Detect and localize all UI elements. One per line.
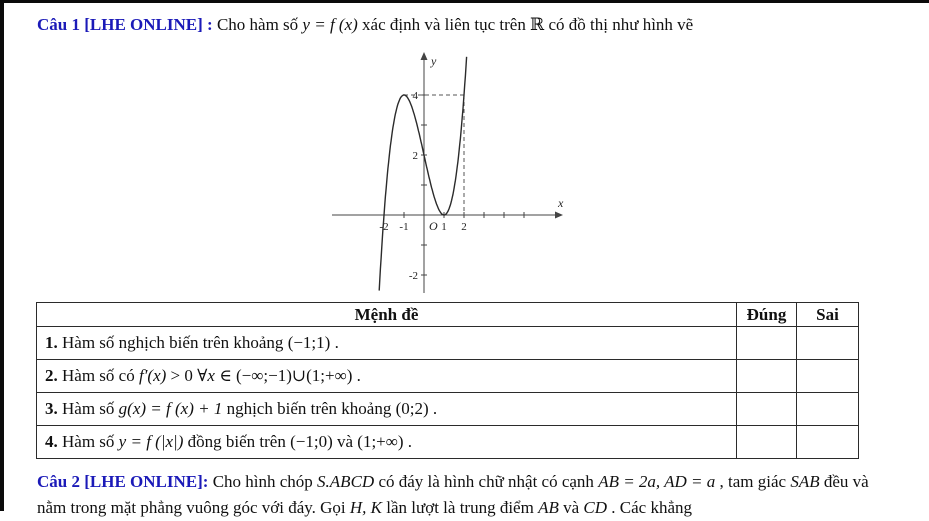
statement-cell	[37, 360, 737, 393]
text-segment: Hàm số	[57, 399, 119, 418]
text-segment: g(x) = f (x) + 1	[118, 399, 223, 418]
statement-cell	[37, 426, 737, 459]
false-answer-cell	[797, 393, 859, 426]
text-segment: , tam giác	[715, 472, 791, 491]
y-tick-label: -2	[408, 270, 418, 282]
text-segment: Hàm số	[57, 432, 119, 451]
text-segment: và	[332, 432, 358, 451]
y-tick-label: 4	[412, 90, 418, 102]
statements-table	[36, 302, 859, 459]
text-segment: CD	[583, 498, 608, 517]
text-segment: Cho hình chóp	[208, 472, 318, 491]
origin-label: O	[429, 219, 438, 233]
true-answer-cell	[737, 360, 797, 393]
statement-row-4	[37, 426, 859, 459]
question-1-text	[0, 0, 929, 36]
y-tick-label: 2	[412, 150, 418, 162]
false-answer-cell	[797, 327, 859, 360]
table-header-row	[37, 303, 859, 327]
x-tick-label: 1	[441, 221, 447, 233]
text-segment: ℝ	[530, 15, 545, 34]
true-answer-cell	[737, 426, 797, 459]
text-segment: S.ABCD	[317, 472, 375, 491]
true-answer-cell	[737, 327, 797, 360]
curve-path	[379, 57, 466, 291]
text-segment: (0;2)	[395, 399, 429, 418]
text-segment: . Các khẳng	[607, 498, 693, 517]
x-axis-label: x	[558, 196, 564, 210]
text-segment: y = f (|x|)	[118, 432, 184, 451]
text-segment: 3.	[45, 399, 58, 418]
function-graph-figure	[330, 52, 570, 294]
text-segment: .	[428, 399, 438, 418]
text-segment: SAB	[790, 472, 820, 491]
text-segment: f′(x)	[138, 366, 167, 385]
text-segment: Câu 2 [LHE ONLINE]:	[37, 472, 209, 491]
function-graph-svg	[330, 52, 570, 294]
y-axis-arrow	[421, 52, 428, 60]
text-segment: 4.	[45, 432, 58, 451]
text-segment: Câu 1 [LHE ONLINE] :	[37, 15, 217, 34]
text-segment: > 0 ∀	[166, 366, 208, 385]
text-segment: AB = 2a, AD = a	[598, 472, 716, 491]
text-segment: nghịch biến trên khoảng	[222, 399, 396, 418]
statement-cell	[37, 327, 737, 360]
text-segment: đều và nằm trong mặt phẳng vuông góc với đáy. Gọi	[37, 472, 869, 517]
text-segment: H, K	[349, 498, 383, 517]
text-segment: Cho hàm số	[216, 15, 303, 34]
text-segment: có đáy là hình chữ nhật có cạnh	[374, 472, 599, 491]
col-header-false: Sai	[797, 303, 859, 327]
col-header-statement: Mệnh đề	[37, 303, 737, 327]
text-segment: ∈ (−∞;−1)∪(1;+∞)	[214, 366, 353, 385]
col-header-true: Đúng	[737, 303, 797, 327]
text-segment: 1.	[45, 333, 58, 352]
text-segment: Hàm số có	[57, 366, 139, 385]
text-segment: x	[207, 366, 215, 385]
text-segment: .	[330, 333, 339, 352]
text-segment: (1;+∞)	[357, 432, 404, 451]
x-tick-label: 2	[461, 221, 467, 233]
statement-row-2	[37, 360, 859, 393]
text-segment: (−1;1)	[287, 333, 331, 352]
text-segment: AB	[538, 498, 559, 517]
x-tick-label: -1	[399, 221, 409, 233]
text-segment: (−1;0)	[290, 432, 333, 451]
text-segment: Hàm số nghịch biến trên khoảng	[57, 333, 288, 352]
true-answer-cell	[737, 393, 797, 426]
text-segment: xác định và liên tục trên	[357, 15, 531, 34]
x-axis-arrow	[555, 212, 563, 219]
text-segment: và	[558, 498, 584, 517]
x-tick-label: -2	[379, 221, 389, 233]
false-answer-cell	[797, 426, 859, 459]
text-segment: 2.	[45, 366, 58, 385]
y-axis-label: y	[431, 54, 437, 68]
text-segment: .	[403, 432, 413, 451]
false-answer-cell	[797, 360, 859, 393]
text-segment: y = f (x)	[302, 15, 358, 34]
statements-tbody	[37, 327, 859, 459]
statement-cell	[37, 393, 737, 426]
text-segment: có đồ thị như hình vẽ	[544, 15, 694, 34]
text-segment: đồng biến trên	[183, 432, 291, 451]
statement-row-1	[37, 327, 859, 360]
question-2-text	[37, 469, 893, 521]
statement-row-3	[37, 393, 859, 426]
text-segment: .	[352, 366, 361, 385]
text-segment: lần lượt là trung điểm	[382, 498, 539, 517]
